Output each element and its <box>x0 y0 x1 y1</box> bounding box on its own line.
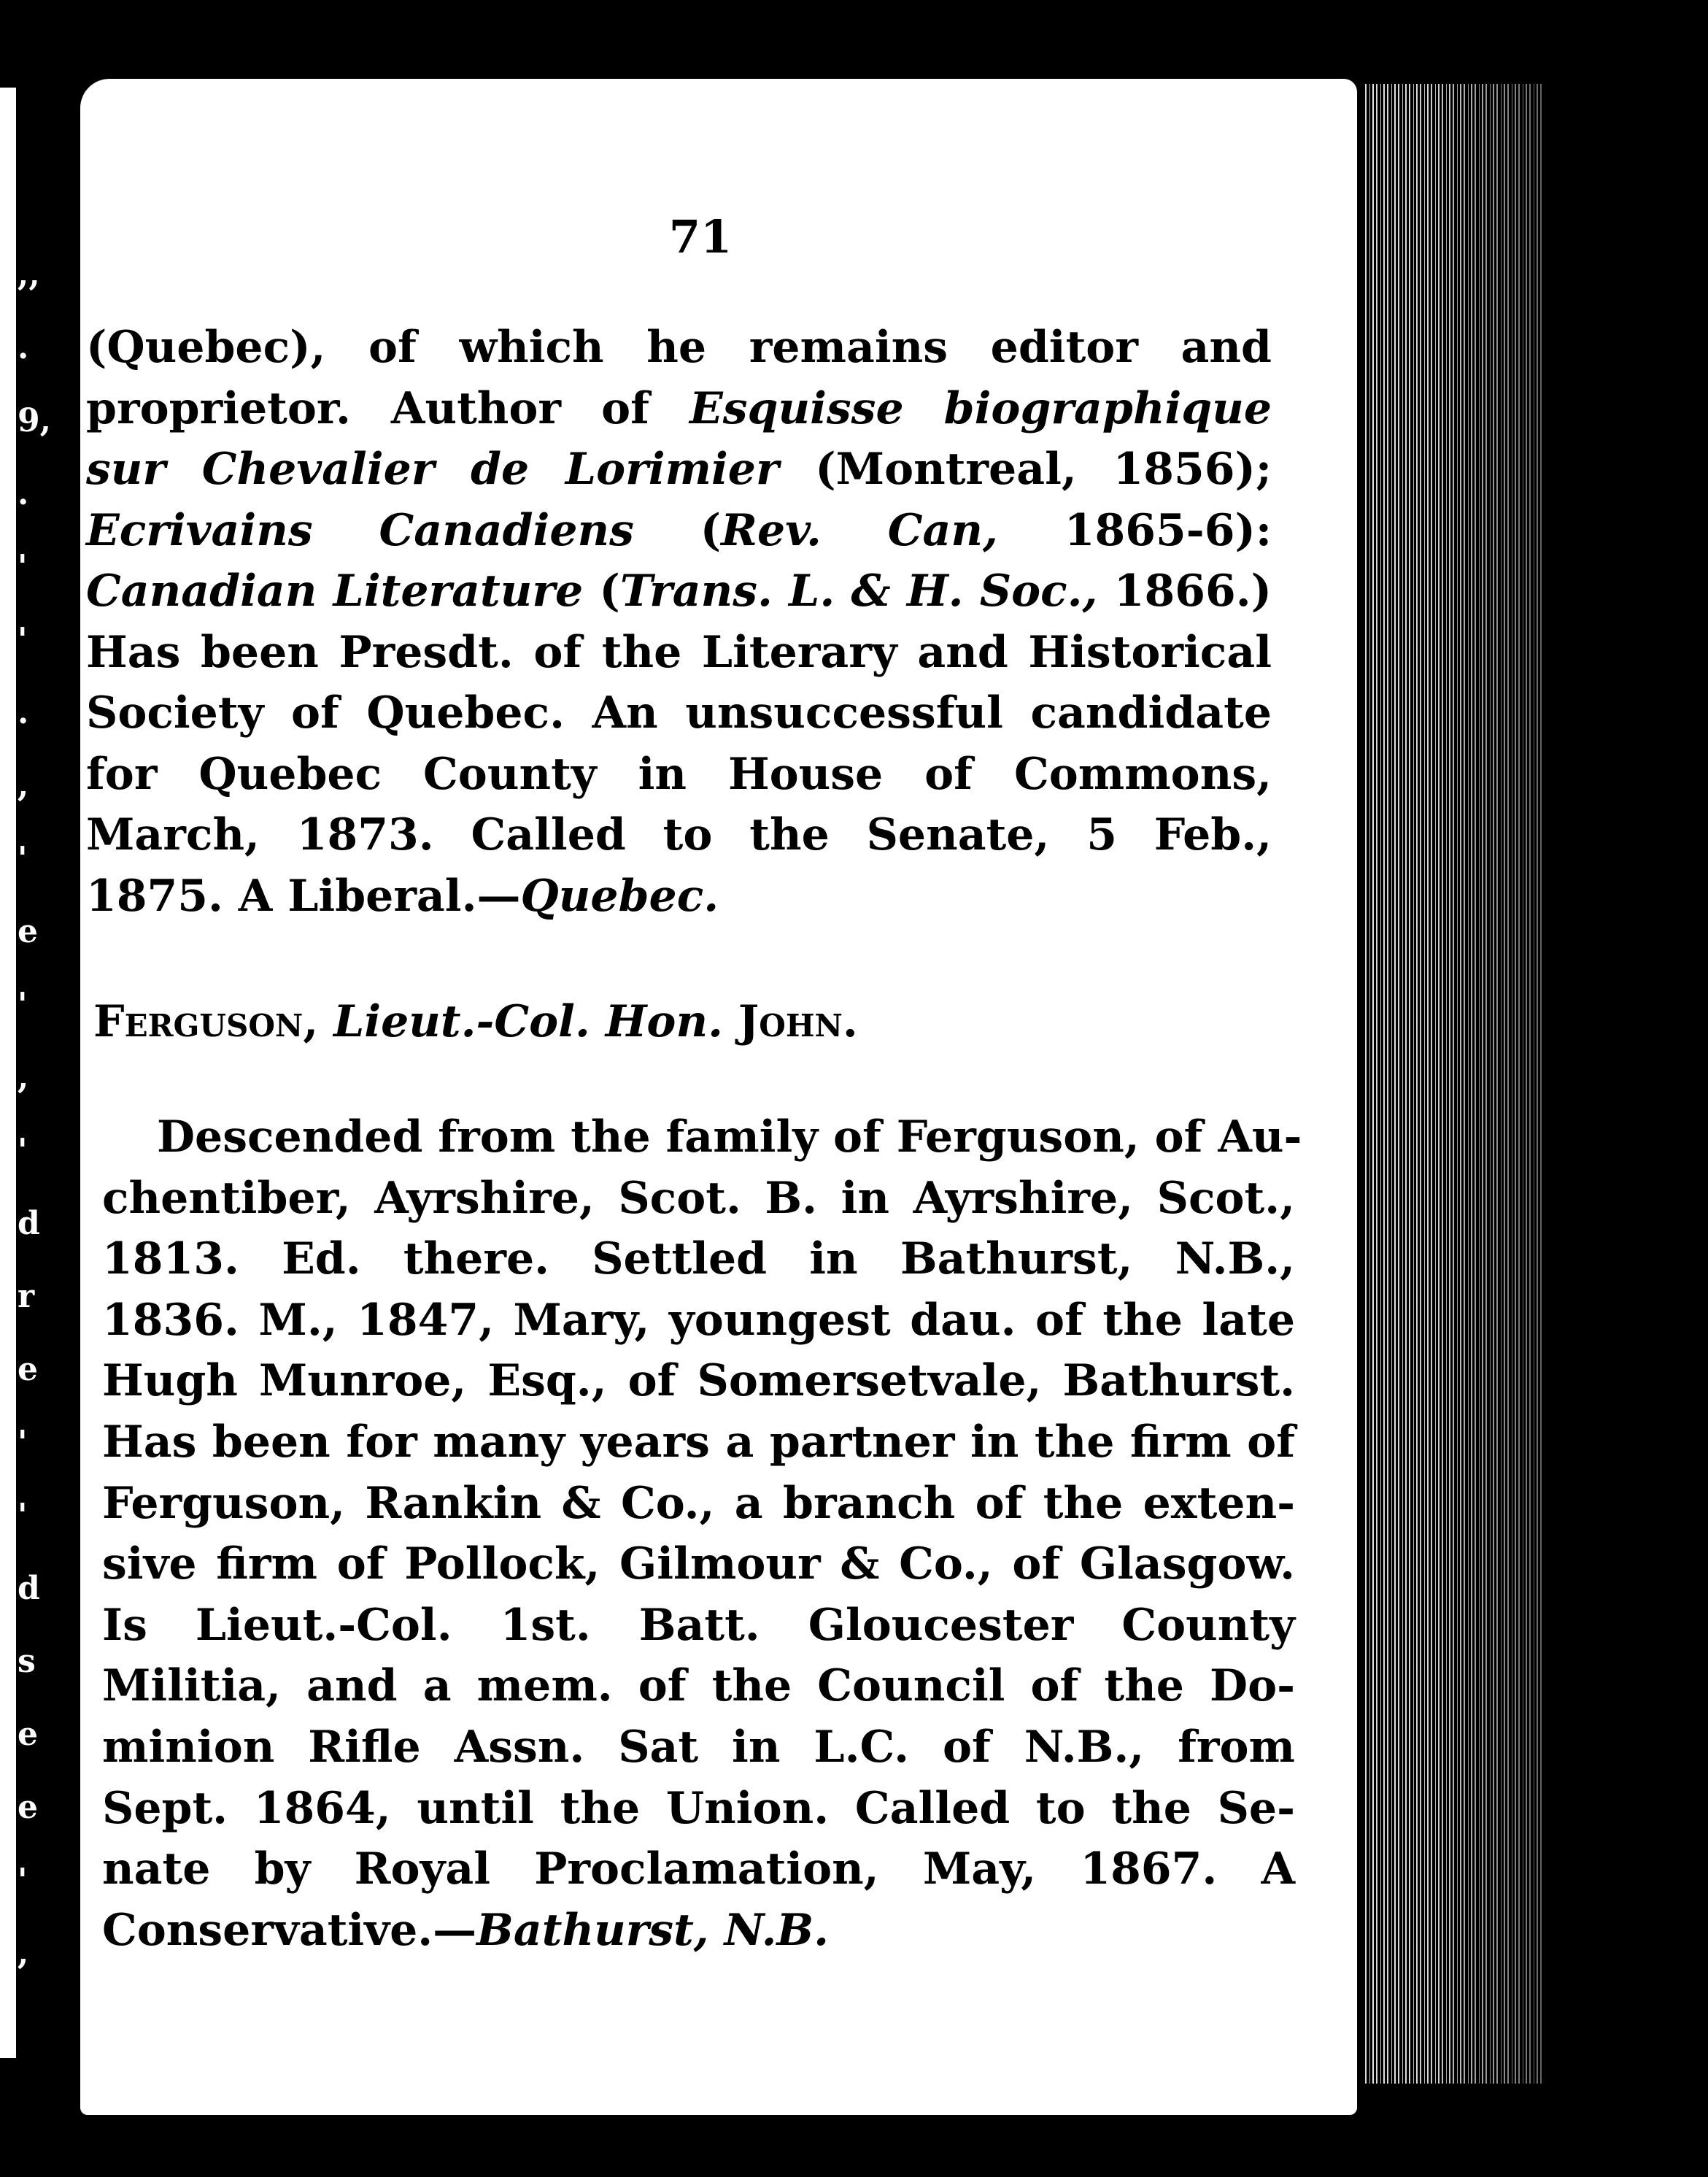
text-run: 1866.) <box>1097 566 1272 617</box>
text-line <box>86 809 1272 860</box>
text-line <box>102 1904 830 1956</box>
text-run: Has been Presdt. of the Literary and Historical <box>86 626 1272 678</box>
margin-mark: ' <box>18 621 28 658</box>
margin-mark: ' <box>18 548 28 585</box>
text-run: Conservative.— <box>102 1904 477 1956</box>
text-line <box>102 1294 1295 1346</box>
text-run: 1875. A Liberal.— <box>86 870 521 922</box>
italic-text: sur Chevalier de Lorimier <box>86 444 779 495</box>
page-stack-shadow <box>1363 84 1542 2084</box>
heading-title: Lieut.-Col. Hon. <box>333 996 723 1047</box>
margin-mark: . <box>18 475 29 512</box>
margin-mark: r <box>18 1278 35 1315</box>
text-line <box>102 1355 1295 1407</box>
text-line <box>86 444 1272 495</box>
text-run: minion Rifle Assn. Sat in L.C. of N.B., from <box>102 1722 1295 1773</box>
margin-mark: e <box>18 1716 38 1753</box>
text-run: March, 1873. Called to the Senate, 5 Feb., <box>86 809 1272 860</box>
text-line <box>86 322 1272 373</box>
italic-text: Canadian Literature <box>86 566 584 617</box>
margin-mark: e <box>18 1789 38 1826</box>
text-run: Hugh Munroe, Esq., of Somersetvale, Bathurst. <box>102 1355 1295 1407</box>
margin-mark: 9, <box>18 402 51 439</box>
text-run: chentiber, Ayrshire, Scot. B. in Ayrshire, Scot., <box>102 1172 1295 1224</box>
text-run: ( <box>583 566 620 617</box>
text-run: 1865-6): <box>997 504 1272 556</box>
margin-mark: ' <box>18 986 28 1023</box>
text-line <box>102 1599 1295 1651</box>
adjacent-page-edge <box>0 88 16 2058</box>
heading-line <box>93 996 858 1047</box>
margin-mark: . <box>18 694 29 731</box>
text-line <box>86 748 1272 800</box>
text-run: Sept. 1864, until the Union. Called to the Se- <box>102 1782 1295 1834</box>
text-run: 1813. Ed. there. Settled in Bathurst, N.B., <box>102 1233 1295 1285</box>
margin-mark: ' <box>18 1497 28 1534</box>
margin-mark: . <box>18 329 29 366</box>
text-run: proprietor. Author of <box>86 382 689 434</box>
adjacent-page-margin-marks <box>16 88 89 2058</box>
margin-mark: s <box>18 1643 36 1680</box>
margin-mark: ' <box>18 1132 28 1169</box>
heading-space <box>318 996 333 1047</box>
text-line <box>102 1477 1295 1529</box>
text-run: (Quebec), of which he remains editor and <box>86 322 1272 373</box>
text-run: nate by Royal Proclamation, May, 1867. A <box>102 1843 1295 1895</box>
text-run: Has been for many years a partner in the firm of <box>102 1417 1295 1468</box>
italic-text: Quebec. <box>520 870 719 922</box>
margin-mark: ' <box>18 1862 28 1899</box>
page-number: 71 <box>668 210 733 263</box>
margin-mark: e <box>18 1351 38 1388</box>
text-line <box>102 1660 1295 1712</box>
text-line <box>86 504 1272 556</box>
italic-text: Esquisse biographique <box>689 382 1272 434</box>
text-line <box>102 1843 1295 1895</box>
text-run: Society of Quebec. An unsuccessful candidate <box>86 687 1272 739</box>
margin-mark: d <box>18 1205 40 1242</box>
italic-text: Rev. Can, <box>721 504 998 556</box>
text-run: 1836. M., 1847, Mary, youngest dau. of the late <box>102 1294 1295 1346</box>
page <box>80 79 1357 2115</box>
text-line <box>102 1782 1295 1834</box>
margin-mark: , <box>18 1059 29 1096</box>
text-line <box>102 1538 1295 1590</box>
text-run: Ferguson, Rankin & Co., a branch of the exten- <box>102 1477 1295 1529</box>
text-line <box>102 1233 1295 1285</box>
text-run: Militia, and a mem. of the Council of the Do- <box>102 1660 1295 1712</box>
margin-mark: ' <box>18 840 28 877</box>
heading-space <box>723 996 738 1047</box>
text-line <box>86 687 1272 739</box>
margin-mark: e <box>18 913 38 950</box>
text-line <box>102 1172 1295 1224</box>
text-line <box>86 382 1272 434</box>
text-line <box>86 626 1272 678</box>
text-run: (Montreal, 1856); <box>778 444 1272 495</box>
heading-name: John. <box>738 996 858 1047</box>
margin-mark: , <box>18 767 29 804</box>
margin-mark: , <box>18 1935 29 1972</box>
text-line <box>86 566 1272 617</box>
italic-text: Trans. L. & H. Soc., <box>619 566 1098 617</box>
text-run: for Quebec County in House of Commons, <box>86 748 1272 800</box>
text-line <box>102 1722 1295 1773</box>
text-run: Is Lieut.-Col. 1st. Batt. Gloucester County <box>102 1599 1295 1651</box>
text-line <box>102 1417 1295 1468</box>
italic-text: Ecrivains Canadiens <box>86 504 634 556</box>
text-line <box>86 870 719 922</box>
margin-mark: d <box>18 1570 40 1607</box>
text-run: sive firm of Pollock, Gilmour & Co., of Glasgow. <box>102 1538 1295 1590</box>
text-run: Descended from the family of Ferguson, of Au- <box>157 1111 1302 1163</box>
heading-name: Ferguson, <box>93 996 319 1047</box>
text-run: ( <box>633 504 722 556</box>
text-line <box>157 1111 1302 1163</box>
margin-mark: ' <box>18 1424 28 1461</box>
italic-text: Bathurst, N.B. <box>476 1904 830 1956</box>
margin-mark: ,, <box>18 256 40 293</box>
